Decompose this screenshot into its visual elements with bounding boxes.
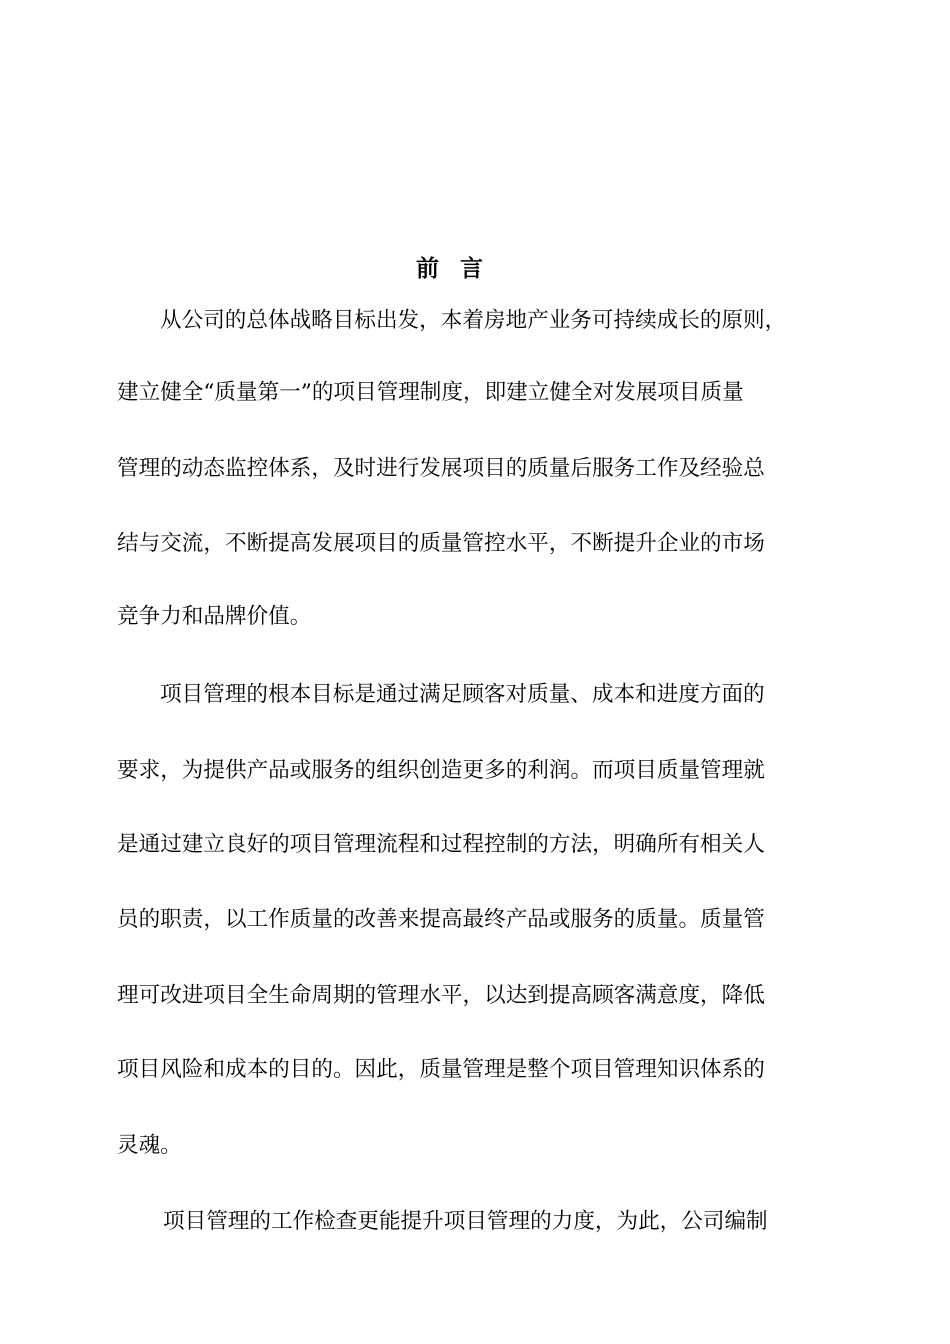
paragraph-line: 项目风险和成本的目的。因此，质量管理是整个项目管理知识体系的 (117, 1057, 765, 1082)
paragraph-line: 员的职责，以工作质量的改善来提高最终产品或服务的质量。质量管 (117, 907, 765, 932)
paragraph-line: 项目管理的工作检查更能提升项目管理的力度，为此，公司编制 (163, 1209, 768, 1234)
paragraph-line: 理可改进项目全生命周期的管理水平，以达到提高顾客满意度，降低 (117, 983, 765, 1008)
paragraph-line: 灵魂。 (117, 1133, 182, 1158)
paragraph-line: 建立健全“质量第一”的项目管理制度，即建立健全对发展项目质量 (117, 380, 744, 405)
paragraph-line: 结与交流，不断提高发展项目的质量管控水平，不断提升企业的市场 (117, 531, 765, 556)
page-title: 前言 (416, 255, 504, 282)
paragraph-line: 要求，为提供产品或服务的组织创造更多的利润。而项目质量管理就 (117, 758, 765, 783)
paragraph-line: 是通过建立良好的项目管理流程和过程控制的方法，明确所有相关人 (117, 832, 765, 857)
paragraph-line: 竞争力和品牌价值。 (117, 604, 312, 629)
paragraph-line: 从公司的总体战略目标出发，本着房地产业务可持续成长的原则， (160, 308, 787, 333)
paragraph-line: 管理的动态监控体系，及时进行发展项目的质量后服务工作及经验总 (117, 456, 765, 481)
paragraph-line: 项目管理的根本目标是通过满足顾客对质量、成本和进度方面的 (160, 682, 765, 707)
